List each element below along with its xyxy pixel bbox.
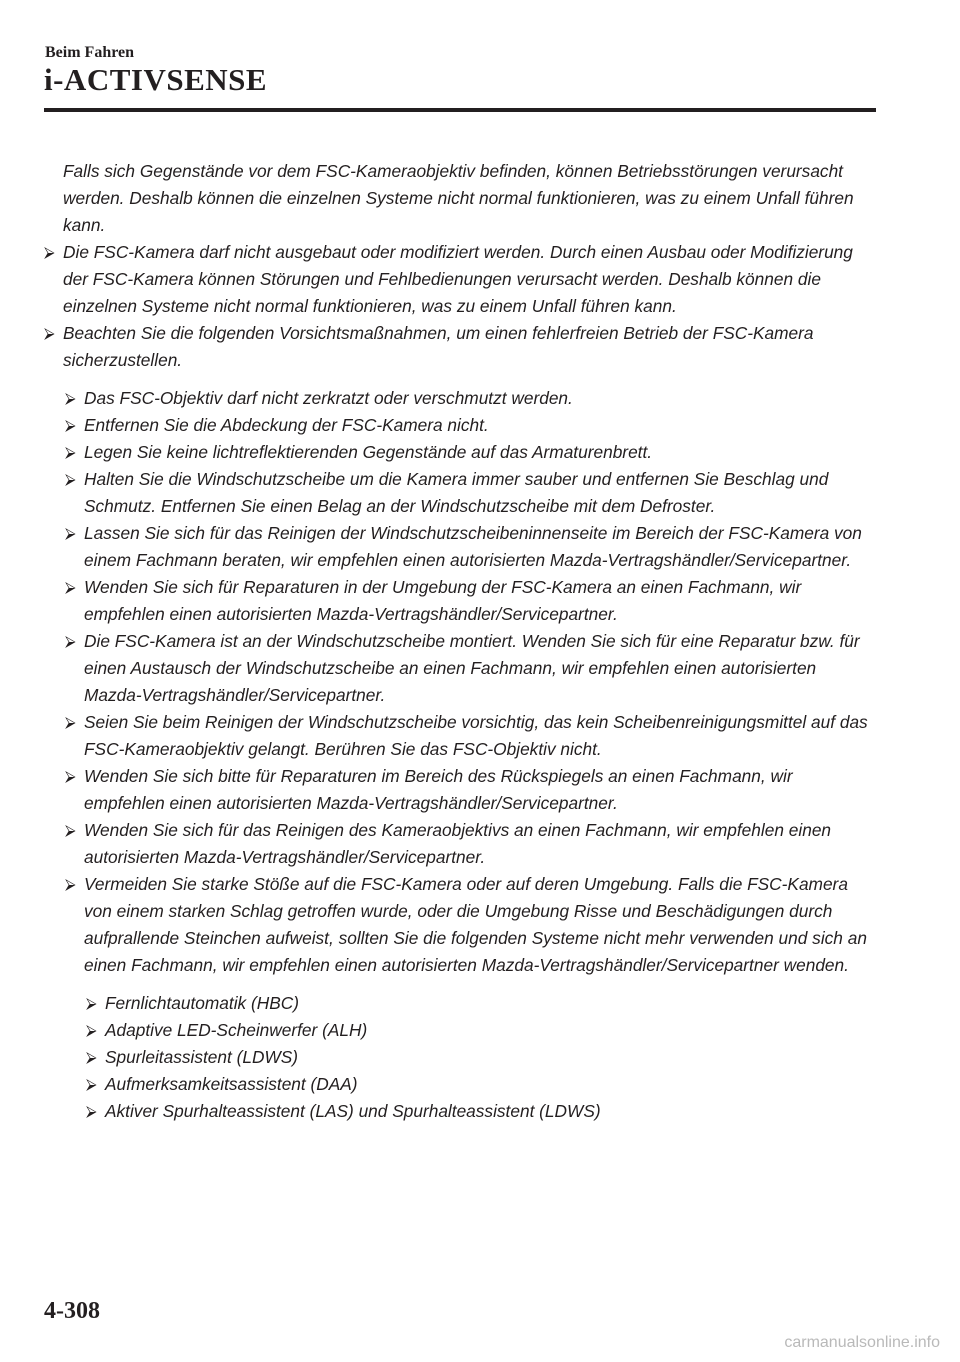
list-item (65, 439, 876, 466)
list-item-text: Das FSC-Objektiv darf nicht zerkratzt oder verschmutzt werden. (84, 388, 573, 408)
arrow-right-icon: ⮚ (65, 876, 76, 893)
intro-paragraph: Falls sich Gegenstände vor dem FSC-Kameraobjektiv befinden, können Betriebsstörungen verursacht werden. Deshalb können die einzelnen Systeme nicht normal funktionieren, was zu einem Unfall führen kann. (63, 161, 854, 235)
list-item-text: Wenden Sie sich bitte für Reparaturen im Bereich des Rückspiegels an einen Fachmann, wir empfehlen einen autorisierten Mazda-Vertragshändler/Servicepartner. (84, 766, 793, 813)
arrow-right-icon: ⮚ (65, 417, 76, 434)
list-item-text: Wenden Sie sich für Reparaturen in der Umgebung der FSC-Kamera an einen Fachmann, wir empfehlen einen autorisierten Mazda-Vertragshändler/Servicepartner. (84, 577, 802, 624)
list-item (86, 990, 876, 1017)
arrow-right-icon: ⮚ (65, 579, 76, 596)
list-item-text: Beachten Sie die folgenden Vorsichtsmaßnahmen, um einen fehlerfreien Betrieb der FSC-Kamera sicherzustellen. (63, 323, 814, 370)
list-item (86, 1044, 876, 1071)
list-item-text: Legen Sie keine lichtreflektierenden Gegenstände auf das Armaturenbrett. (84, 442, 653, 462)
arrow-right-icon: ⮚ (86, 995, 97, 1012)
list-item (65, 763, 876, 817)
list-item-text: Wenden Sie sich für das Reinigen des Kameraobjektivs an einen Fachmann, wir empfehlen einen autorisierten Mazda-Vertragshändler/Servicepartner. (84, 820, 832, 867)
list-item (65, 520, 876, 574)
arrow-right-icon: ⮚ (86, 1076, 97, 1093)
list-item-text: Die FSC-Kamera darf nicht ausgebaut oder modifiziert werden. Durch einen Ausbau oder Modifizierung der FSC-Kamera können Störungen und Fehlbedienungen verursacht werden. Deshalb können die einzelnen Systeme nicht normal funktionieren, was zu einem Unfall führen kann. (63, 242, 853, 316)
list-item (65, 817, 876, 871)
system-name: Spurleitassistent (LDWS) (105, 1047, 299, 1067)
list-item (86, 1071, 876, 1098)
arrow-right-icon: ⮚ (65, 633, 76, 650)
system-name: Aktiver Spurhalteassistent (LAS) und Spurhalteassistent (LDWS) (105, 1101, 601, 1121)
arrow-right-icon: ⮚ (65, 444, 76, 461)
page-title: i-ACTIVSENSE (44, 62, 268, 97)
system-name: Fernlichtautomatik (HBC) (105, 993, 299, 1013)
list-item (65, 574, 876, 628)
list-item-text: Halten Sie die Windschutzscheibe um die Kamera immer sauber und entfernen Sie Beschlag und Schmutz. Entfernen Sie einen Belag an der Windschutzscheibe mit dem Defroster. (84, 469, 829, 516)
arrow-right-icon: ⮚ (65, 714, 76, 731)
list-item (44, 320, 876, 374)
header-divider (44, 108, 876, 112)
section-label: Beim Fahren (45, 44, 135, 61)
arrow-right-icon: ⮚ (86, 1022, 97, 1039)
arrow-right-icon: ⮚ (44, 244, 55, 261)
arrow-right-icon: ⮚ (65, 525, 76, 542)
list-item-text: Entfernen Sie die Abdeckung der FSC-Kamera nicht. (84, 415, 489, 435)
system-name: Aufmerksamkeitsassistent (DAA) (105, 1074, 358, 1094)
arrow-right-icon: ⮚ (65, 768, 76, 785)
list-item (65, 871, 876, 979)
systems-list (44, 990, 876, 1125)
list-item (65, 385, 876, 412)
arrow-right-icon: ⮚ (44, 325, 55, 342)
warning-content (44, 158, 876, 1125)
arrow-right-icon: ⮚ (86, 1103, 97, 1120)
list-item (65, 412, 876, 439)
list-item-text: Die FSC-Kamera ist an der Windschutzscheibe montiert. Wenden Sie sich für eine Reparatur bzw. für einen Austausch der Windschutzscheibe an einen Fachmann, wir empfehlen einen autorisierten Mazda-Vertragshändler/Servicepartner. (84, 631, 860, 705)
list-item (44, 239, 876, 320)
list-item-text: Seien Sie beim Reinigen der Windschutzscheibe vorsichtig, das kein Scheibenreinigungsmittel auf das FSC-Kameraobjektiv gelangt. Berühren Sie das FSC-Objektiv nicht. (84, 712, 868, 759)
list-item (65, 628, 876, 709)
list-item (65, 709, 876, 763)
list-item (65, 466, 876, 520)
list-item-text: Lassen Sie sich für das Reinigen der Windschutzscheibeninnenseite im Bereich der FSC-Kamera von einem Fachmann beraten, wir empfehlen einen autorisierten Mazda-Vertragshändler/Servicepartner. (84, 523, 862, 570)
list-item-text: Vermeiden Sie starke Stöße auf die FSC-Kamera oder auf deren Umgebung. Falls die FSC-Kamera von einem starken Schlag getroffen wurde, oder die Umgebung Risse und Beschädigungen durch aufprallende Steinchen aufweist, sollten Sie die folgenden Systeme nicht mehr verwenden und sich an einen Fachmann, wir empfehlen einen autorisierten Mazda-Vertragshändler/Servicepartner wenden. (84, 874, 867, 975)
arrow-right-icon: ⮚ (86, 1049, 97, 1066)
page-number: 4-308 (44, 1298, 100, 1324)
arrow-right-icon: ⮚ (65, 471, 76, 488)
list-item (86, 1098, 876, 1125)
arrow-right-icon: ⮚ (65, 390, 76, 407)
arrow-right-icon: ⮚ (65, 822, 76, 839)
precautions-list (44, 385, 876, 979)
watermark-link[interactable]: carmanualsonline.info (784, 1334, 940, 1351)
system-name: Adaptive LED-Scheinwerfer (ALH) (105, 1020, 368, 1040)
list-item (86, 1017, 876, 1044)
